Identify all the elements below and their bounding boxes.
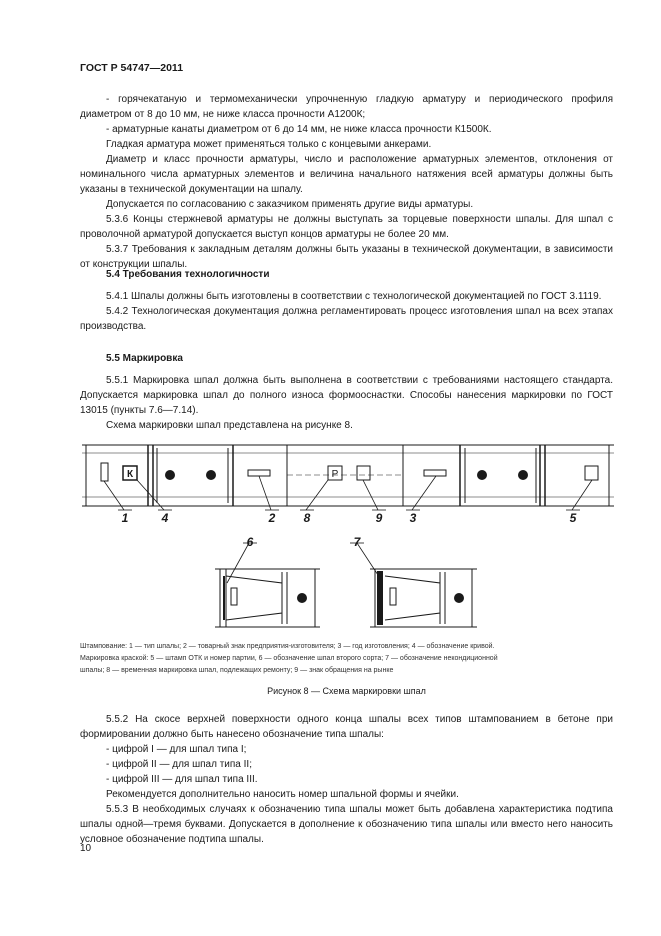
sleeper-end-right-view bbox=[350, 543, 477, 627]
paragraph: Диаметр и класс прочности арматуры, число и расположение арматурных элементов, отклонения от номинального числа арматурных элементов и величина начального натяжения всей арматуры должны быть указаны в технической документации на шпалу. bbox=[80, 154, 613, 195]
callout-label: 6 bbox=[246, 535, 254, 549]
paragraph: Гладкая арматура может применяться только с концевыми анкерами. bbox=[106, 139, 432, 150]
callout-label: 4 bbox=[161, 511, 169, 525]
callout-label: 1 bbox=[121, 511, 129, 525]
paragraph: - арматурные канаты диаметром от 6 до 14 мм, не ниже класса прочности К1500К. bbox=[106, 124, 492, 135]
list-item: - цифрой II — для шпал типа II; bbox=[106, 759, 252, 770]
legend-line: шпалы; 8 — временная маркировка шпал, подлежащих ремонту; 9 — знак обращения на рынке bbox=[80, 667, 394, 674]
callout-label: 5 bbox=[569, 511, 577, 525]
legend-line: Штампование: 1 — тип шпалы; 2 — товарный знак предприятия-изготовителя; 3 — год изготовления; 4 — обозначение кривой. bbox=[80, 643, 495, 650]
paragraph-5-5-3: 5.5.3 В необходимых случаях к обозначению типа шпалы может быть добавлена характеристика подтипа шпалы одной—тремя буквами. Допускается в дополнение к обозначению типа шпалы или вместо него наносить условное обозначение подтипа шпалы. bbox=[80, 804, 613, 845]
document-header: ГОСТ Р 54747—2011 bbox=[80, 62, 184, 74]
figure-legend bbox=[80, 641, 613, 677]
trademark-mark bbox=[248, 470, 270, 476]
section-5-4-title: 5.4 Требования технологичности bbox=[106, 269, 270, 280]
paragraph-5-5-1: 5.5.1 Маркировка шпал должна быть выполнена в соответствии с требованиями настоящего стандарта. Допускается маркировка шпал до полного износа формооснастки. Способы нанесения маркировки по ГОСТ 13015 (пункты 7.6—7.14). bbox=[80, 375, 613, 416]
legend-line: Маркировка краской: 5 — штамп ОТК и номер партии, 6 — обозначение шпал второго сорта; 7 — обозначение некондиционной bbox=[80, 655, 498, 662]
paragraph-5-4-2: 5.4.2 Технологическая документация должна регламентировать процесс изготовления шпал на всех этапах производства. bbox=[80, 306, 613, 332]
paragraph: - горячекатаную и термомеханически упрочненную гладкую арматуру и периодического профиля диаметром от 8 до 10 мм, не ниже класса прочности А1200К; bbox=[80, 94, 613, 120]
figure-caption: Рисунок 8 — Схема маркировки шпал bbox=[267, 686, 426, 696]
callout-label: 2 bbox=[268, 511, 276, 525]
paragraph: Схема маркировки шпал представлена на рисунке 8. bbox=[106, 420, 353, 431]
paragraph: Допускается по согласованию с заказчиком применять другие виды арматуры. bbox=[106, 199, 474, 210]
otk-stamp-mark bbox=[585, 466, 598, 480]
year-mark bbox=[424, 470, 446, 476]
callout-label: 8 bbox=[303, 511, 311, 525]
callout-label: 7 bbox=[353, 535, 361, 549]
market-sign-mark bbox=[357, 466, 370, 480]
type-stamp-mark bbox=[101, 463, 108, 481]
page-number: 10 bbox=[80, 843, 92, 854]
paragraph-5-3-7: 5.3.7 Требования к закладным деталям должны быть указаны в технической документации, в зависимости от конструкции шпалы. bbox=[80, 244, 613, 270]
text-block-type-marking bbox=[80, 712, 613, 847]
curve-mark-letter: К bbox=[126, 469, 134, 480]
repair-mark-letter: Р bbox=[331, 469, 339, 480]
callout-label: 9 bbox=[375, 511, 383, 525]
paragraph-5-4-1: 5.4.1 Шпалы должны быть изготовлены в соответствии с технологической документацией по ГОСТ 3.1119. bbox=[106, 291, 602, 302]
paragraph-5-5-2: 5.5.2 На скосе верхней поверхности одного конца шпалы всех типов штампованием в бетоне при формировании должно быть нанесено обозначение типа шпалы: bbox=[80, 714, 613, 740]
paragraph: Рекомендуется дополнительно наносить номер шпальной формы и ячейки. bbox=[106, 789, 459, 800]
list-item: - цифрой I — для шпал типа I; bbox=[106, 744, 247, 755]
nonconforming-paint-band bbox=[377, 571, 383, 625]
paragraph-5-3-6: 5.3.6 Концы стержневой арматуры не должны выступать за торцевые поверхности шпалы. Для шпал с проволочной арматурой допускается выступ концов арматуры не более 20 мм. bbox=[80, 214, 613, 240]
sleeper-end-left-view bbox=[215, 543, 320, 627]
sleeper-top-view bbox=[82, 445, 614, 506]
callout-label: 3 bbox=[409, 511, 417, 525]
list-item: - цифрой III — для шпал типа III. bbox=[106, 774, 258, 785]
section-5-5-title: 5.5 Маркировка bbox=[106, 353, 183, 364]
